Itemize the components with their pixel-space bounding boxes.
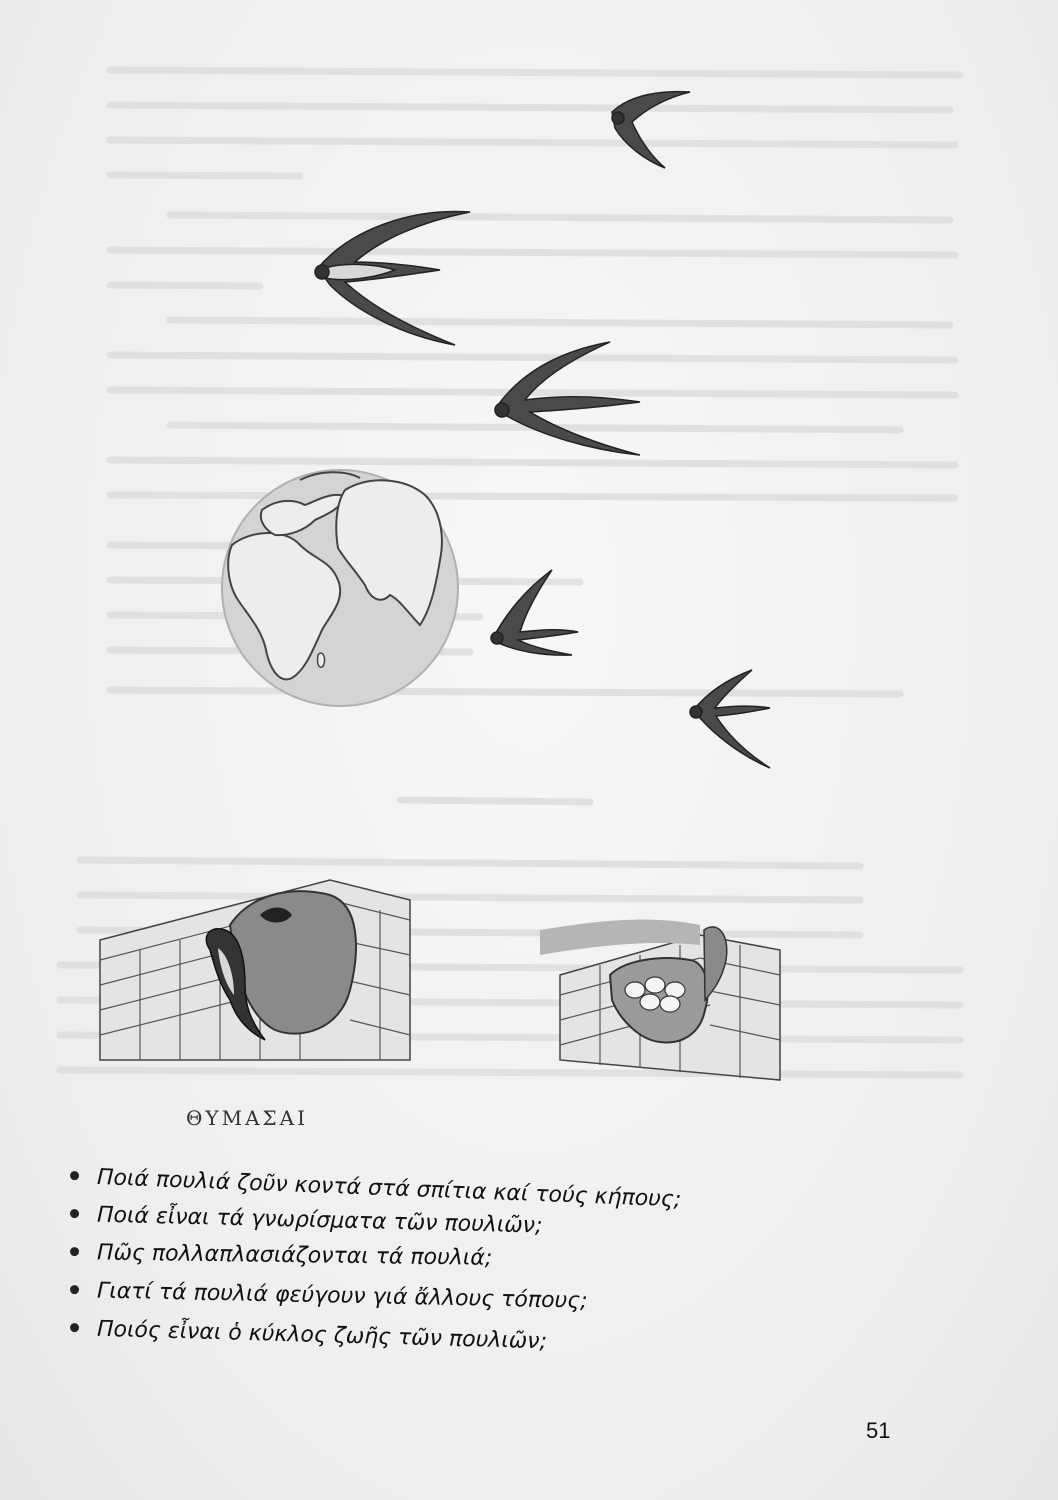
bullet-icon: [70, 1171, 79, 1180]
bullet-icon: [70, 1247, 79, 1256]
section-heading: ΘΥΜΑΣΑΙ: [186, 1106, 309, 1130]
bullet-icon: [70, 1323, 79, 1332]
question-text: Ποιά πουλιά ζοῦν κοντά στά σπίτια καί τούς κήπους;: [96, 1165, 682, 1213]
bullet-icon: [70, 1209, 79, 1218]
swallow-nest-with-eggs-icon: [540, 920, 780, 1080]
question-text: Ποιός εἶναι ὁ κύκλος ζωῆς τῶν πουλιῶν;: [96, 1316, 548, 1355]
swallow-icon: [612, 92, 690, 168]
question-text: Γιατί τά πουλιά φεύγουν γιά ἄλλους τόπους;: [96, 1278, 588, 1314]
bullet-icon: [70, 1285, 79, 1294]
swallow-icon: [690, 670, 770, 768]
swallow-nest-with-bird-icon: [100, 880, 410, 1060]
question-text: Πῶς πολλαπλασιάζονται τά πουλιά;: [96, 1240, 493, 1271]
page-number: 51: [866, 1418, 891, 1443]
review-questions-list: [70, 1158, 890, 1355]
question-text: Ποιά εἶναι τά γνωρίσματα τῶν πουλιῶν;: [96, 1202, 543, 1239]
globe-icon: [222, 470, 458, 706]
